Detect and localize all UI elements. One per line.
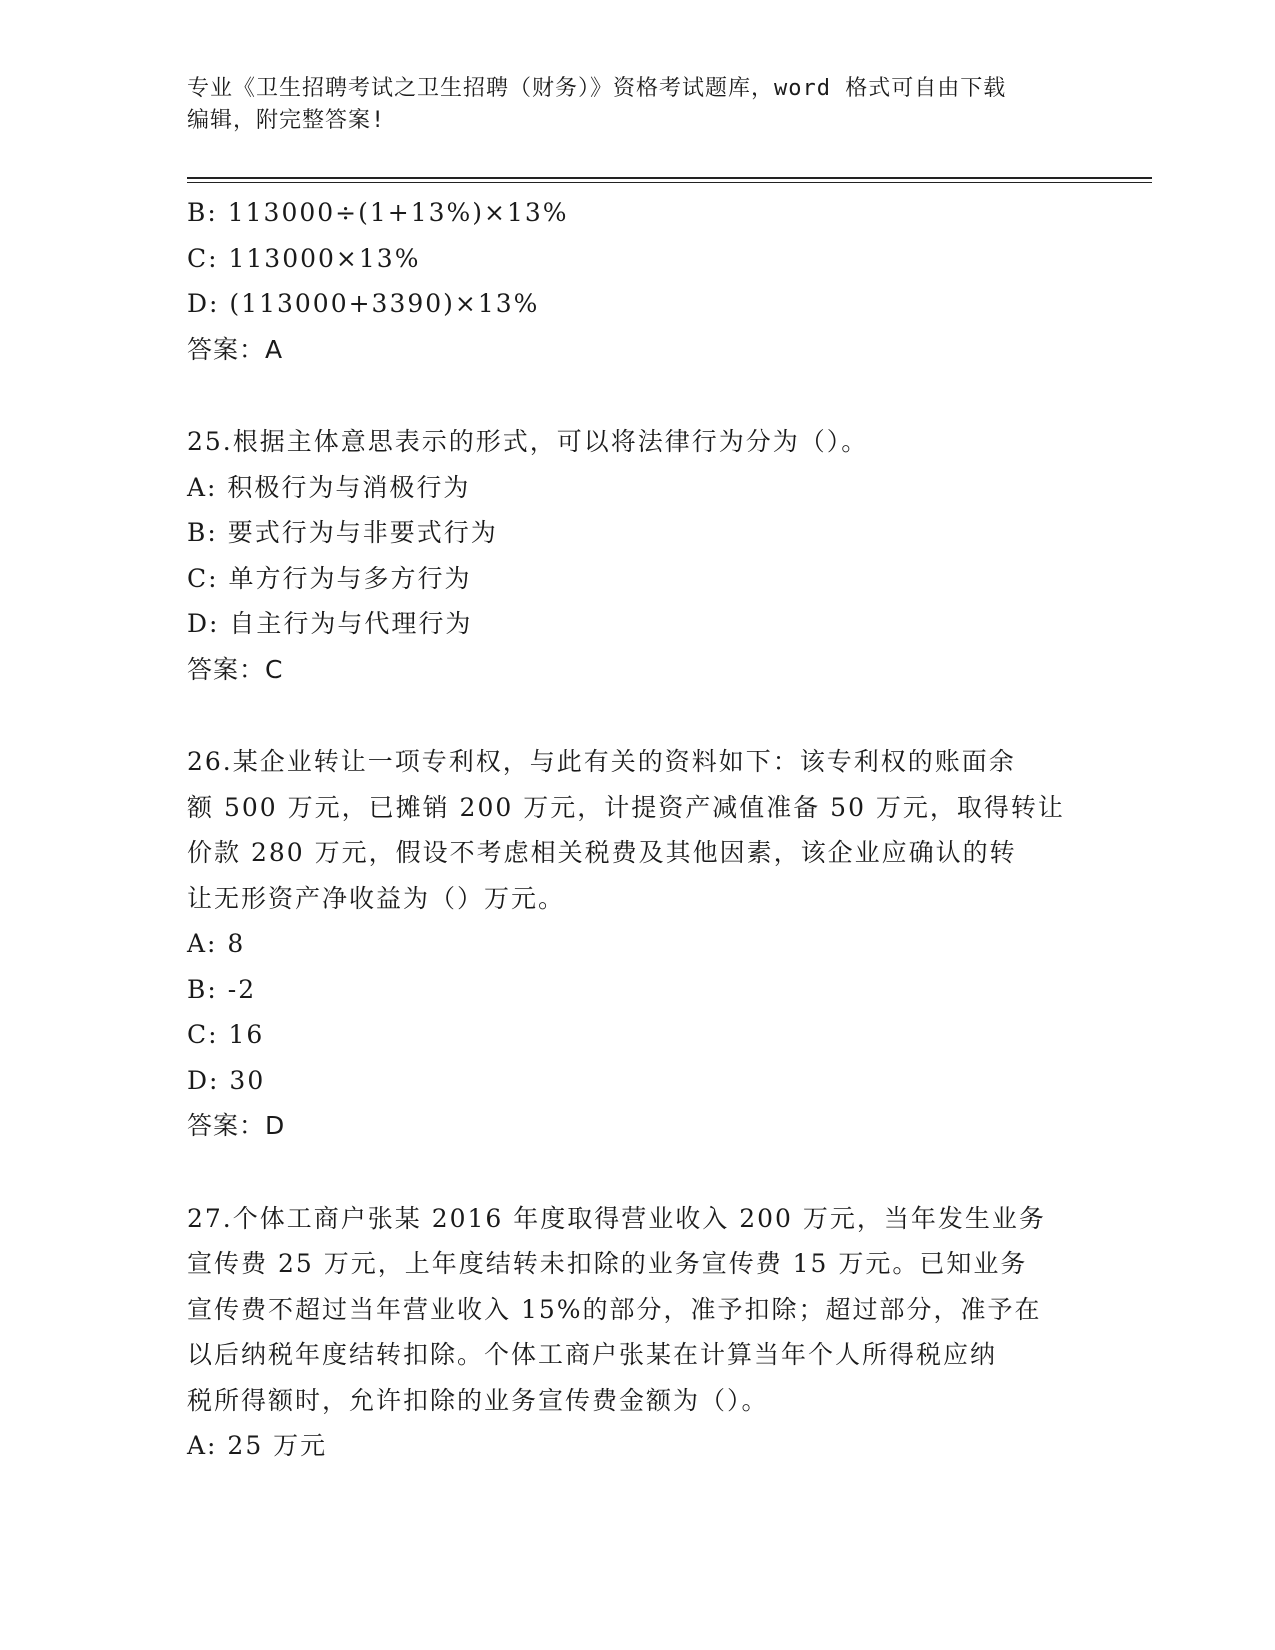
option-c: C: 单方行为与多方行为 <box>187 563 472 593</box>
question-list <box>187 190 1087 1469</box>
option-d: D: 自主行为与代理行为 <box>187 609 473 638</box>
header-title-line-2: 编辑，附完整答案! <box>187 108 386 133</box>
question-stem-line: 价款 280 万元，假设不考虑相关税费及其他因素，该企业应确认的转 <box>187 838 1017 867</box>
option-d: D: 30 <box>187 1065 266 1095</box>
question-stem-line: 税所得额时，允许扣除的业务宣传费金额为（）。 <box>187 1385 769 1415</box>
question-stem-line: 以后纳税年度结转扣除。个体工商户张某在计算当年个人所得税应纳 <box>187 1340 998 1369</box>
question-24-tail <box>187 190 1087 372</box>
question-stem-line: 宣传费不超过当年营业收入 15%的部分，准予扣除；超过部分，准予在 <box>187 1294 1042 1324</box>
question-gap <box>187 692 1087 739</box>
question-gap <box>187 1149 1087 1196</box>
question-stem-line: 让无形资产净收益为（）万元。 <box>187 883 566 913</box>
question-27 <box>187 1196 1087 1469</box>
question-stem-line: 25.根据主体意思表示的形式，可以将法律行为分为（）。 <box>187 427 869 456</box>
option-a: A: 积极行为与消极行为 <box>187 472 471 502</box>
header-divider-thin <box>187 182 1152 183</box>
option-a: A: 8 <box>187 929 246 958</box>
question-25 <box>187 419 1087 692</box>
question-stem-line: 27.个体工商户张某 2016 年度取得营业收入 200 万元，当年发生业务 <box>187 1203 1046 1233</box>
header-title-line-1: 专业《卫生招聘考试之卫生招聘（财务）》资格考试题库，word 格式可自由下载 <box>187 76 1007 101</box>
option-d: D: (113000+3390)×13% <box>187 289 540 318</box>
option-b: B: 要式行为与非要式行为 <box>187 518 498 547</box>
document-header <box>187 73 1087 137</box>
option-a: A: 25 万元 <box>187 1431 328 1460</box>
option-c: C: 113000×13% <box>187 243 421 273</box>
answer-label: 答案：A <box>187 334 284 364</box>
question-gap <box>187 372 1087 419</box>
question-stem-line: 宣传费 25 万元，上年度结转未扣除的业务宣传费 15 万元。已知业务 <box>187 1249 1028 1278</box>
answer-label: 答案：C <box>187 654 284 684</box>
option-c: C: 16 <box>187 1020 265 1049</box>
header-divider-thick <box>187 177 1152 179</box>
option-b: B: 113000÷(1+13%)×13% <box>187 198 569 227</box>
question-stem-line: 26.某企业转让一项专利权，与此有关的资料如下：该专利权的账面余 <box>187 747 1016 776</box>
question-26 <box>187 739 1087 1149</box>
question-stem-line: 额 500 万元，已摊销 200 万元，计提资产减值准备 50 万元，取得转让 <box>187 792 1065 822</box>
option-b: B: -2 <box>187 974 257 1004</box>
answer-label: 答案：D <box>187 1111 286 1140</box>
